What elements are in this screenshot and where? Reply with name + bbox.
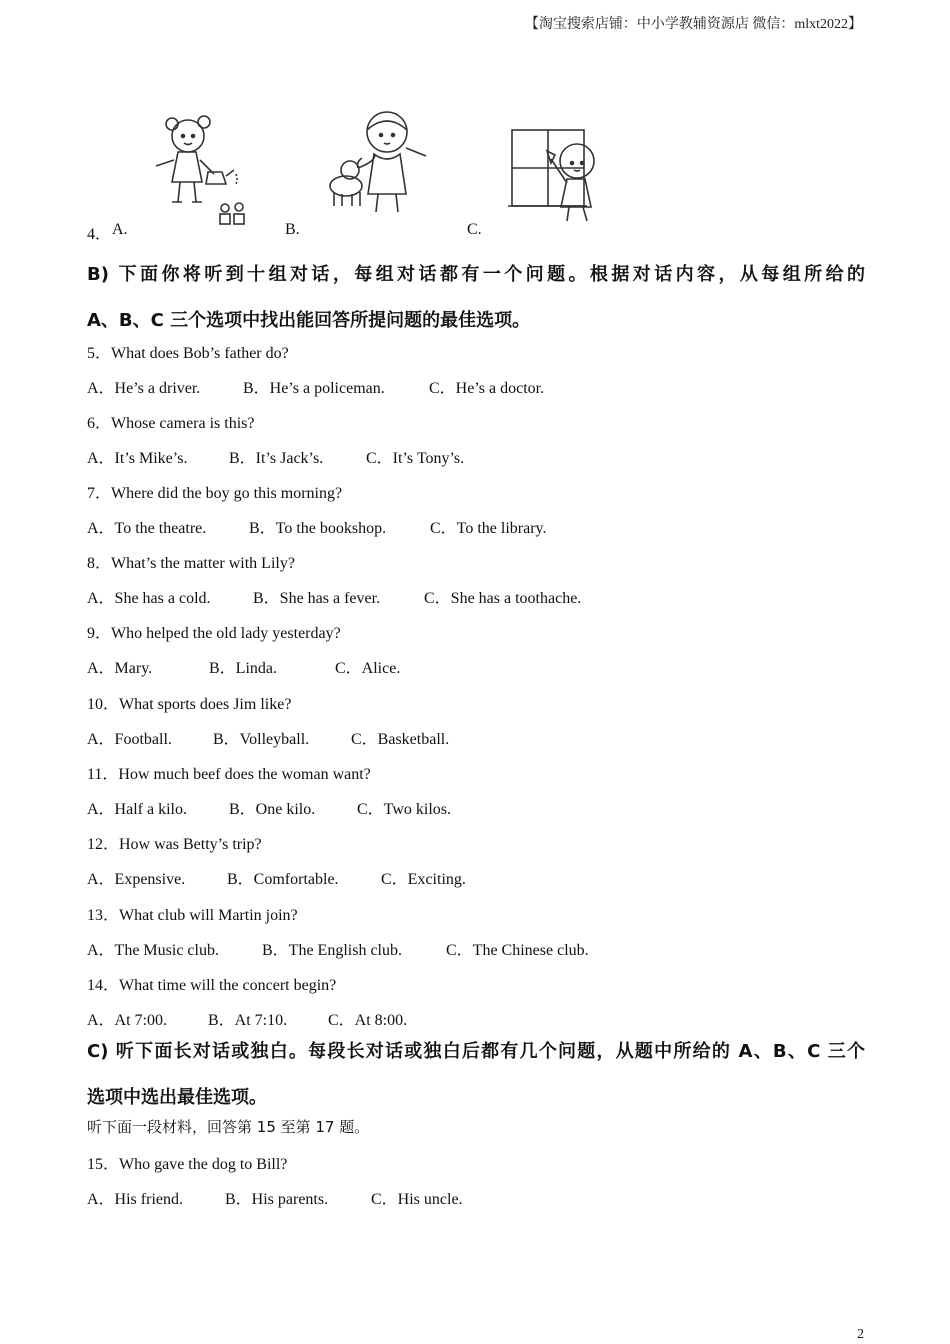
option-b: B．Volleyball. — [213, 731, 310, 748]
section-b-line-2: A、B、C 三个选项中找出能回答所提问题的最佳选项。 — [87, 310, 531, 331]
section-b-heading — [87, 252, 865, 344]
option-c: C．Alice. — [335, 660, 401, 677]
question-13: 13．What club will Martin join? — [87, 907, 298, 924]
question-13-options — [87, 937, 589, 960]
option-b: B．Linda. — [209, 660, 277, 677]
option-c: C．He’s a doctor. — [429, 380, 545, 397]
question-14-options — [87, 1007, 407, 1030]
option-c: C．Two kilos. — [357, 801, 452, 818]
question-8-options — [87, 585, 581, 608]
option-a: A．To the theatre. — [87, 520, 207, 537]
picture-row — [0, 105, 950, 225]
question-7-options — [87, 515, 547, 538]
option-c: C．The Chinese club. — [446, 942, 589, 959]
option-a: A．The Music club. — [87, 942, 219, 959]
section-c-intro: 听下面一段材料，回答第 15 至第 17 题。 — [87, 1118, 370, 1136]
section-b-line-1: B) 下面你将听到十组对话，每组对话都有一个问题。根据对话内容，从每组所给的 — [87, 264, 865, 285]
option-b: B．One kilo. — [229, 801, 316, 818]
option-a: A．Expensive. — [87, 871, 186, 888]
option-b: B．He’s a policeman. — [243, 380, 385, 397]
option-c: C．She has a toothache. — [424, 590, 582, 607]
question-4-number: 4． — [87, 226, 112, 243]
option-a: A．His friend. — [87, 1191, 183, 1208]
option-c: C．At 8:00. — [328, 1012, 408, 1029]
option-c: C．His uncle. — [371, 1191, 463, 1208]
question-11-options — [87, 796, 451, 819]
option-b: B．She has a fever. — [253, 590, 381, 607]
question-5: 5．What does Bob’s father do? — [87, 345, 289, 362]
option-c: C．It’s Tony’s. — [366, 450, 465, 467]
option-b: B．At 7:10. — [208, 1012, 288, 1029]
section-c-line-1: C) 听下面长对话或独白。每段长对话或独白后都有几个问题，从题中所给的 A、B、C 三个 — [87, 1041, 865, 1062]
question-15-options — [87, 1186, 463, 1209]
option-b: B．It’s Jack’s. — [229, 450, 324, 467]
option-c: C. — [467, 221, 482, 238]
option-c: C．Basketball. — [351, 731, 450, 748]
question-11: 11．How much beef does the woman want? — [87, 766, 371, 783]
option-a: A．Mary. — [87, 660, 153, 677]
option-c: C．Exciting. — [381, 871, 466, 888]
option-b: B．To the bookshop. — [249, 520, 387, 537]
question-10-options — [87, 726, 449, 749]
section-c-line-2: 选项中选出最佳选项。 — [87, 1087, 267, 1108]
option-a: A．It’s Mike’s. — [87, 450, 188, 467]
question-7: 7．Where did the boy go this morning? — [87, 485, 343, 502]
girl-walking-dog-icon — [322, 108, 432, 218]
option-c: C．To the library. — [430, 520, 547, 537]
question-6-options — [87, 445, 464, 468]
question-6: 6．Whose camera is this? — [87, 415, 255, 432]
page-header: 【淘宝搜索店铺：中小学教辅资源店 微信：mlxt2022】 — [524, 17, 862, 32]
option-a: A．Half a kilo. — [87, 801, 187, 818]
question-9: 9．Who helped the old lady yesterday? — [87, 625, 341, 642]
option-a: A．Football. — [87, 731, 172, 748]
option-b: B．His parents. — [225, 1191, 329, 1208]
question-12: 12．How was Betty’s trip? — [87, 836, 262, 853]
option-b: B．The English club. — [262, 942, 402, 959]
question-12-options — [87, 866, 466, 889]
question-14: 14．What time will the concert begin? — [87, 977, 337, 994]
question-8: 8．What’s the matter with Lily? — [87, 555, 295, 572]
option-a: A．At 7:00. — [87, 1012, 168, 1029]
option-b: B．Comfortable. — [227, 871, 339, 888]
question-15: 15．Who gave the dog to Bill? — [87, 1156, 288, 1173]
page-number: 2 — [857, 1327, 864, 1342]
question-9-options — [87, 655, 400, 678]
option-a: A. — [112, 221, 128, 238]
question-10: 10．What sports does Jim like? — [87, 696, 292, 713]
question-5-options — [87, 375, 544, 398]
section-c-heading — [87, 1029, 865, 1121]
option-b: B. — [285, 221, 300, 238]
girl-watering-flowers-icon — [150, 110, 250, 225]
girl-cleaning-window-icon — [507, 125, 607, 225]
option-a: A．He’s a driver. — [87, 380, 201, 397]
option-a: A．She has a cold. — [87, 590, 211, 607]
